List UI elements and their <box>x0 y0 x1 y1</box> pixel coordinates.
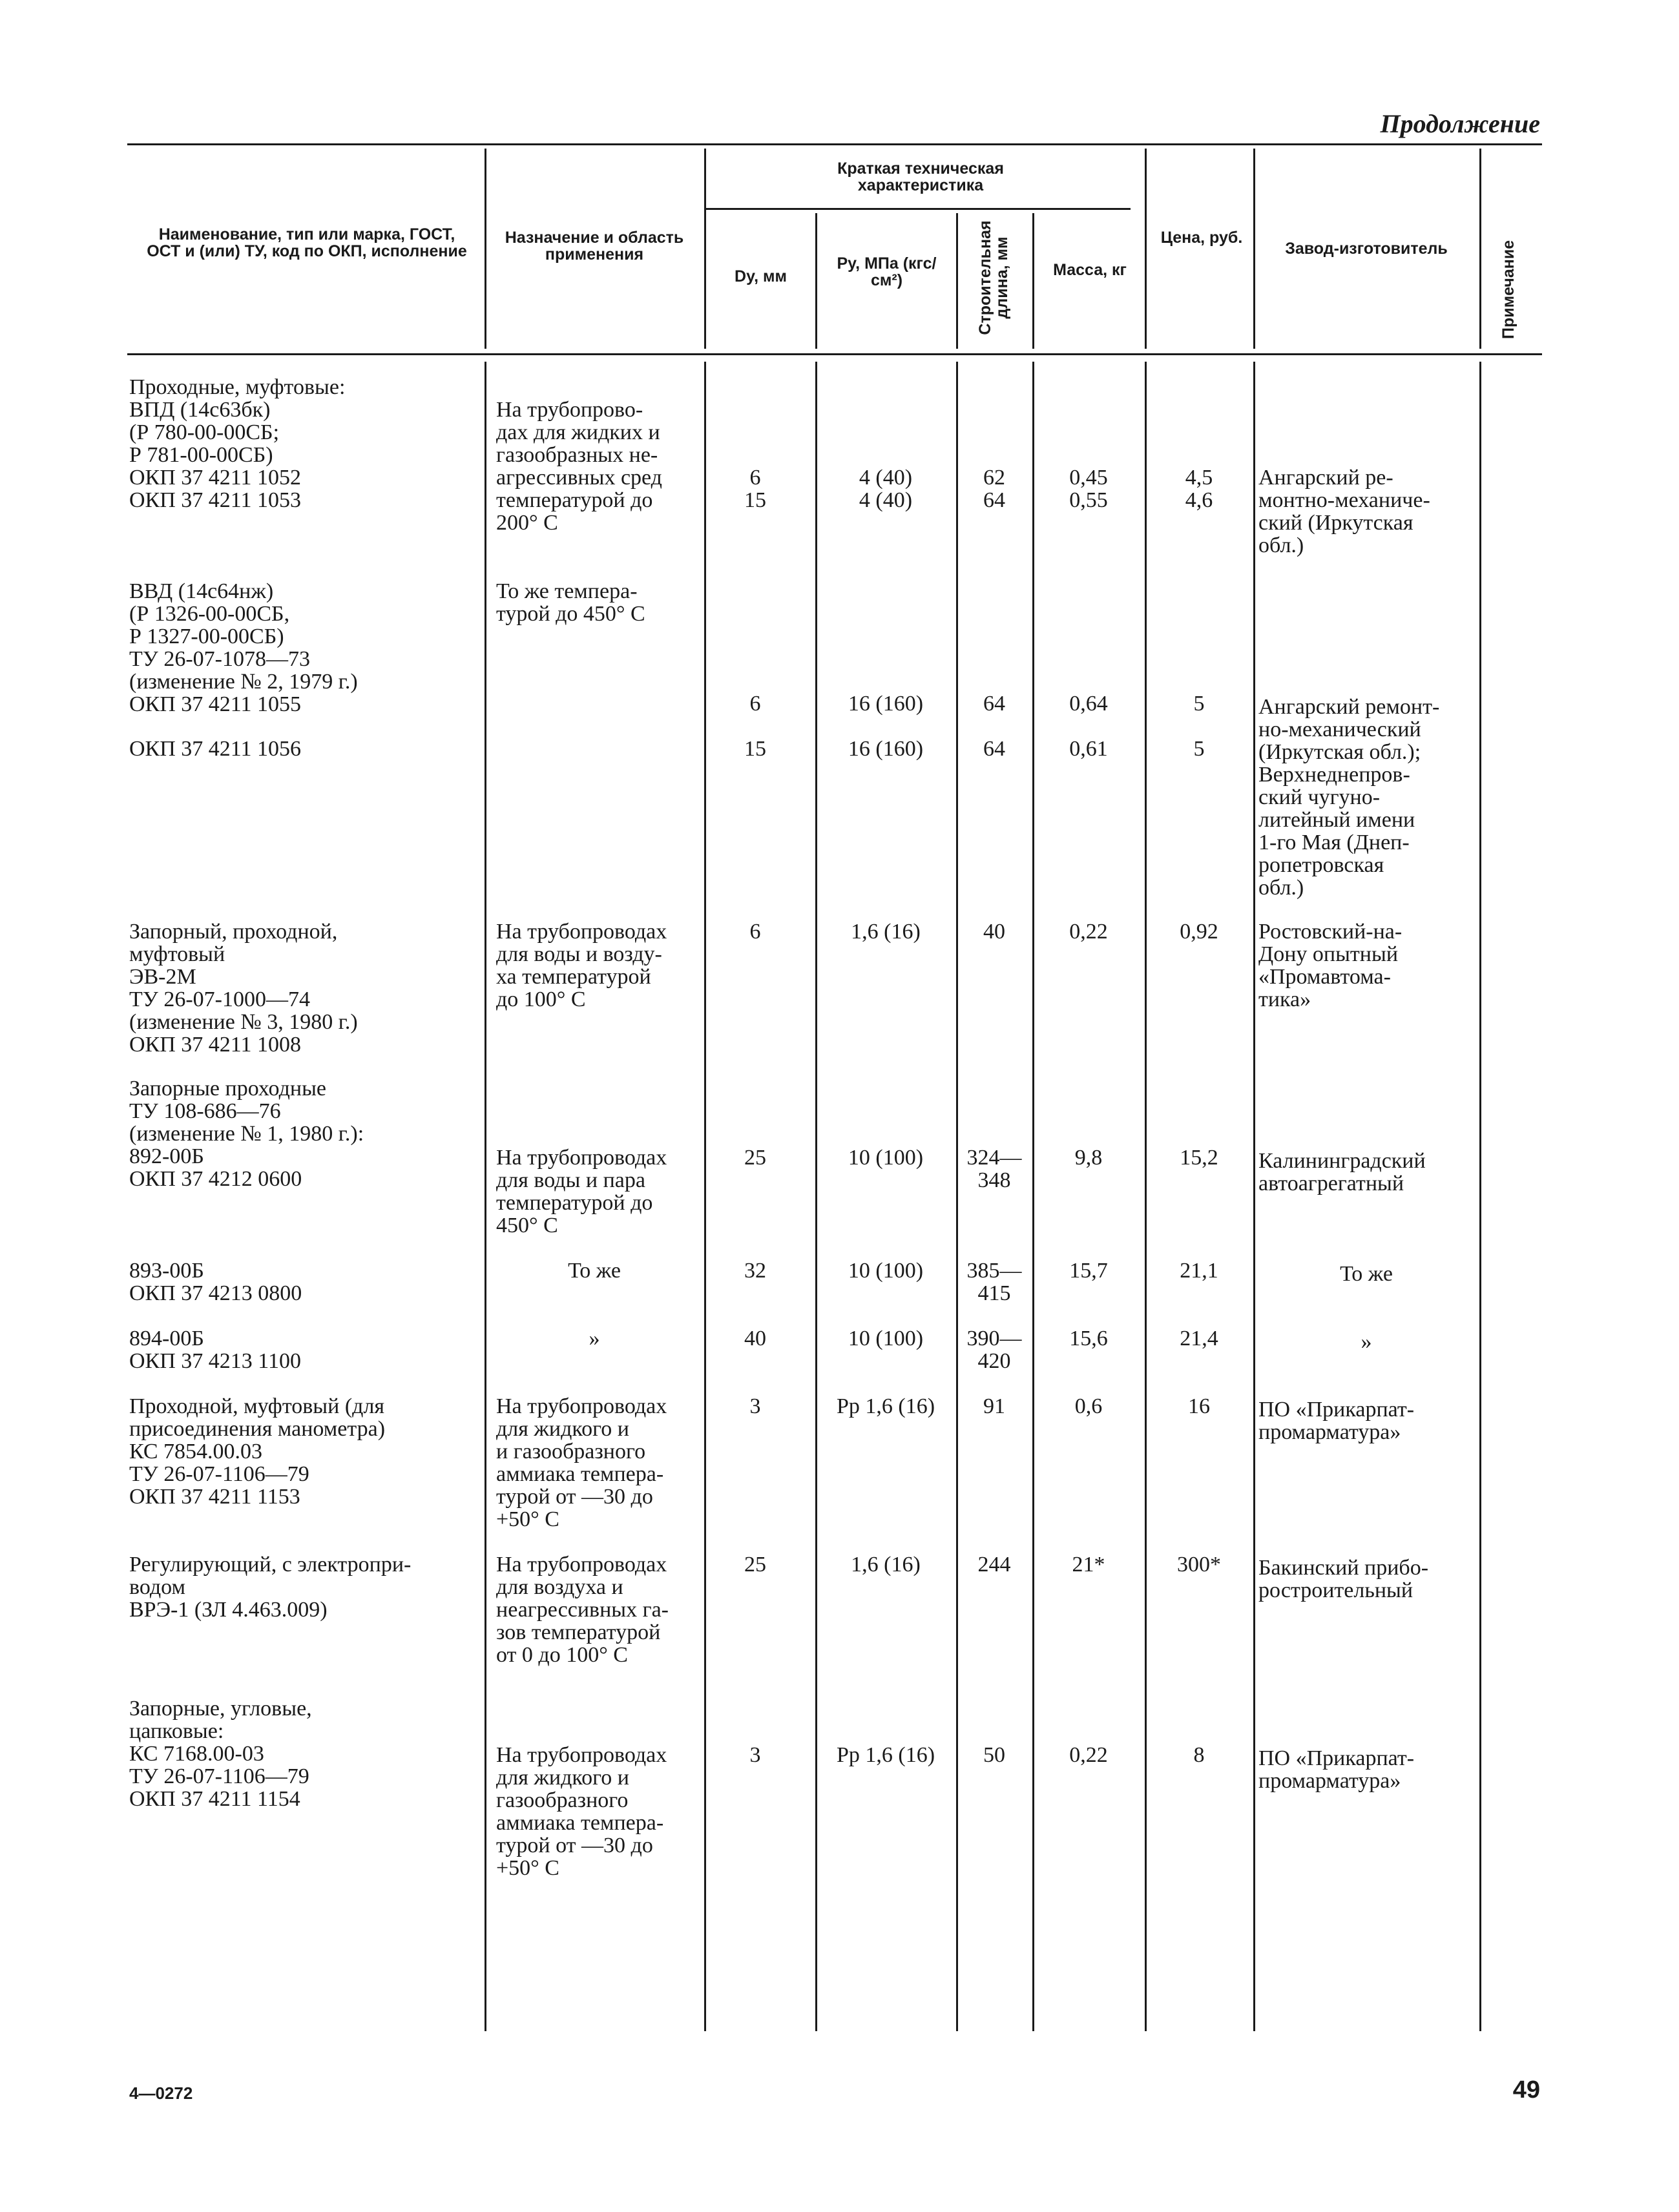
row-mass: 21* <box>1072 1553 1105 1576</box>
row-purpose: То же <box>568 1259 621 1283</box>
col-sep <box>1145 362 1147 2031</box>
row-purpose: То же темпера- турой до 450° С <box>496 579 645 626</box>
row-py: Pр 1,6 (16) <box>836 1743 935 1767</box>
row-purpose: На трубопроводах для воды и возду- ха температурой до 100° С <box>496 920 667 1012</box>
row-py: 1,6 (16) <box>851 920 921 944</box>
row-dy: 25 <box>744 1553 766 1576</box>
row-purpose: На трубопрово- дах для жидких и газообразных не- агрессивных сред температурой до 200° С <box>496 398 662 535</box>
row-dy: 25 <box>744 1146 766 1170</box>
row-name: Проходные, муфтовые: ВПД (14с63бк) (Р 780-00-00СБ; Р 781-00-00СБ) ОКП 37 4211 1052 ОКП 37 4211 1053 <box>129 375 346 513</box>
header-tech-group: Краткая техническая характеристика <box>837 160 1004 195</box>
row-dy: 32 <box>744 1259 766 1283</box>
row-length: 91 <box>983 1394 1005 1418</box>
row-price: 300* <box>1177 1553 1221 1576</box>
row-maker: Калининградский автоагрегатный <box>1258 1149 1426 1196</box>
row-purpose: На трубопроводах для воздуха и неагрессивных га- зов температурой от 0 до 100° С <box>496 1553 669 1668</box>
table-top-rule <box>127 143 1542 145</box>
row-price: 21,1 <box>1180 1259 1218 1283</box>
header-name: Наименование, тип или марка, ГОСТ, ОСТ и (или) ТУ, код по ОКП, исполнение <box>147 225 467 261</box>
row-name: Запорный, проходной, муфтовый ЭВ-2М ТУ 26-07-1000—74 (изменение № 3, 1980 г.) ОКП 37 4211 1008 <box>129 920 358 1057</box>
row-dy: 40 <box>744 1327 766 1350</box>
row-name: Проходной, муфтовый (для присоединения манометра) КС 7854.00.03 ТУ 26-07-1106—79 ОКП 37 4211 1153 <box>129 1394 386 1509</box>
row-mass: 0,6 <box>1074 1394 1103 1418</box>
row-py: 10 (100) <box>848 1259 924 1283</box>
row-name: Запорные проходные ТУ 108-686—76 (изменение № 1, 1980 г.): 892-00Б ОКП 37 4212 0600 <box>129 1077 364 1192</box>
row-py: 10 (100) <box>848 1146 924 1170</box>
row-maker: Ангарский ре- монтно-механиче- ский (Иркутская обл.) <box>1258 466 1430 558</box>
row-purpose: На трубопроводах для жидкого и газообразного аммиака темпера- турой от —30 до +50° С <box>496 1743 667 1881</box>
header-py: Pу, МПа (кгс/см²) <box>837 254 937 290</box>
tech-group-rule <box>704 208 1131 210</box>
header-price: Цена, руб. <box>1160 229 1243 247</box>
row-dy: 15 <box>744 737 766 761</box>
row-purpose: На трубопроводах для жидкого и и газообразного аммиака темпера- турой от —30 до +50° С <box>496 1394 667 1532</box>
row-maker: ПО «Прикарпат- промарматура» <box>1258 1746 1415 1793</box>
row-mass: 9,8 <box>1074 1146 1103 1170</box>
page-number: 49 <box>1512 2076 1540 2103</box>
col-sep <box>1032 362 1034 2031</box>
row-py: 16 (160) <box>848 737 924 761</box>
row-length: 50 <box>983 1743 1005 1767</box>
header-maker: Завод-изготовитель <box>1285 240 1448 258</box>
col-sep <box>956 362 958 2031</box>
row-mass: 15,7 <box>1069 1259 1108 1283</box>
row-maker: То же <box>1340 1262 1393 1286</box>
row-length: 40 <box>983 920 1005 944</box>
row-dy: 6 15 <box>744 466 766 513</box>
row-maker: Ангарский ремонт- но-механический <box>1258 695 1440 742</box>
print-code: 4—0272 <box>129 2083 193 2103</box>
row-maker: » <box>1361 1330 1372 1354</box>
row-price: 8 <box>1193 1743 1205 1767</box>
row-price: 5 <box>1193 692 1205 716</box>
header-purpose: Назначение и область применения <box>505 229 684 264</box>
col-sep <box>1253 149 1255 349</box>
header-note: Примечание <box>1499 240 1517 339</box>
header-dy: Dу, мм <box>735 267 787 285</box>
row-py: 10 (100) <box>848 1327 924 1350</box>
row-purpose: На трубопроводах для воды и пара температурой до 450° С <box>496 1146 667 1238</box>
row-maker: Бакинский прибо- ростроительный <box>1258 1556 1429 1603</box>
row-py: 4 (40) 4 (40) <box>859 466 913 513</box>
row-price: 4,5 4,6 <box>1185 466 1213 513</box>
row-mass: 0,45 0,55 <box>1069 466 1108 513</box>
row-mass: 15,6 <box>1069 1327 1108 1350</box>
row-name: 893-00Б ОКП 37 4213 0800 <box>129 1259 302 1306</box>
row-length: 390— 420 <box>966 1327 1022 1374</box>
row-name: ВВД (14с64нж) (Р 1326-00-00СБ, Р 1327-00-00СБ) ТУ 26-07-1078—73 (изменение № 2, 1979 г.) ОКП 37 4211 1055 <box>129 579 358 717</box>
row-length: 64 <box>983 692 1005 716</box>
row-py: Pр 1,6 (16) <box>836 1394 935 1418</box>
row-name: ОКП 37 4211 1056 <box>129 737 302 761</box>
row-maker: (Иркутская обл.); Верхнеднепров- ский чугуно- литейный имени 1-го Мая (Днеп- ропетровская обл.) <box>1258 740 1421 900</box>
row-dy: 3 <box>749 1743 761 1767</box>
col-sep <box>704 362 706 2031</box>
row-py: 1,6 (16) <box>851 1553 921 1576</box>
row-length: 244 <box>977 1553 1011 1576</box>
row-length: 62 64 <box>983 466 1005 513</box>
row-dy: 6 <box>749 692 761 716</box>
header-bottom-rule <box>127 353 1542 355</box>
col-sep <box>1145 149 1147 349</box>
header-length: Строительная длина, мм <box>976 220 1012 335</box>
row-price: 5 <box>1193 737 1205 761</box>
col-sep <box>1479 362 1481 2031</box>
col-sep <box>956 213 958 349</box>
row-length: 324— 348 <box>966 1146 1022 1193</box>
row-dy: 6 <box>749 920 761 944</box>
col-sep <box>485 362 486 2031</box>
col-sep <box>704 149 706 349</box>
row-maker: ПО «Прикарпат- промарматура» <box>1258 1398 1415 1445</box>
col-sep <box>1479 149 1481 349</box>
col-sep <box>1253 362 1255 2031</box>
header-mass: Масса, кг <box>1053 261 1127 279</box>
col-sep <box>815 362 817 2031</box>
row-price: 15,2 <box>1180 1146 1218 1170</box>
row-purpose: » <box>589 1327 600 1350</box>
row-mass: 0,22 <box>1069 920 1108 944</box>
row-price: 16 <box>1188 1394 1210 1418</box>
row-mass: 0,22 <box>1069 1743 1108 1767</box>
row-mass: 0,64 <box>1069 692 1108 716</box>
col-sep <box>1032 213 1034 349</box>
col-sep <box>485 149 486 349</box>
row-mass: 0,61 <box>1069 737 1108 761</box>
row-price: 21,4 <box>1180 1327 1218 1350</box>
continuation-label: Продолжение <box>1380 109 1540 138</box>
row-name: Регулирующий, с электропри- водом ВРЭ-1 (ЗЛ 4.463.009) <box>129 1553 412 1622</box>
row-dy: 3 <box>749 1394 761 1418</box>
row-py: 16 (160) <box>848 692 924 716</box>
col-sep <box>815 213 817 349</box>
row-price: 0,92 <box>1180 920 1218 944</box>
row-length: 385— 415 <box>966 1259 1022 1306</box>
row-maker: Ростовский-на- Дону опытный «Промавтома- тика» <box>1258 920 1403 1012</box>
row-length: 64 <box>983 737 1005 761</box>
row-name: Запорные, угловые, цапковые: КС 7168.00-03 ТУ 26-07-1106—79 ОКП 37 4211 1154 <box>129 1697 312 1812</box>
row-name: 894-00Б ОКП 37 4213 1100 <box>129 1327 302 1374</box>
